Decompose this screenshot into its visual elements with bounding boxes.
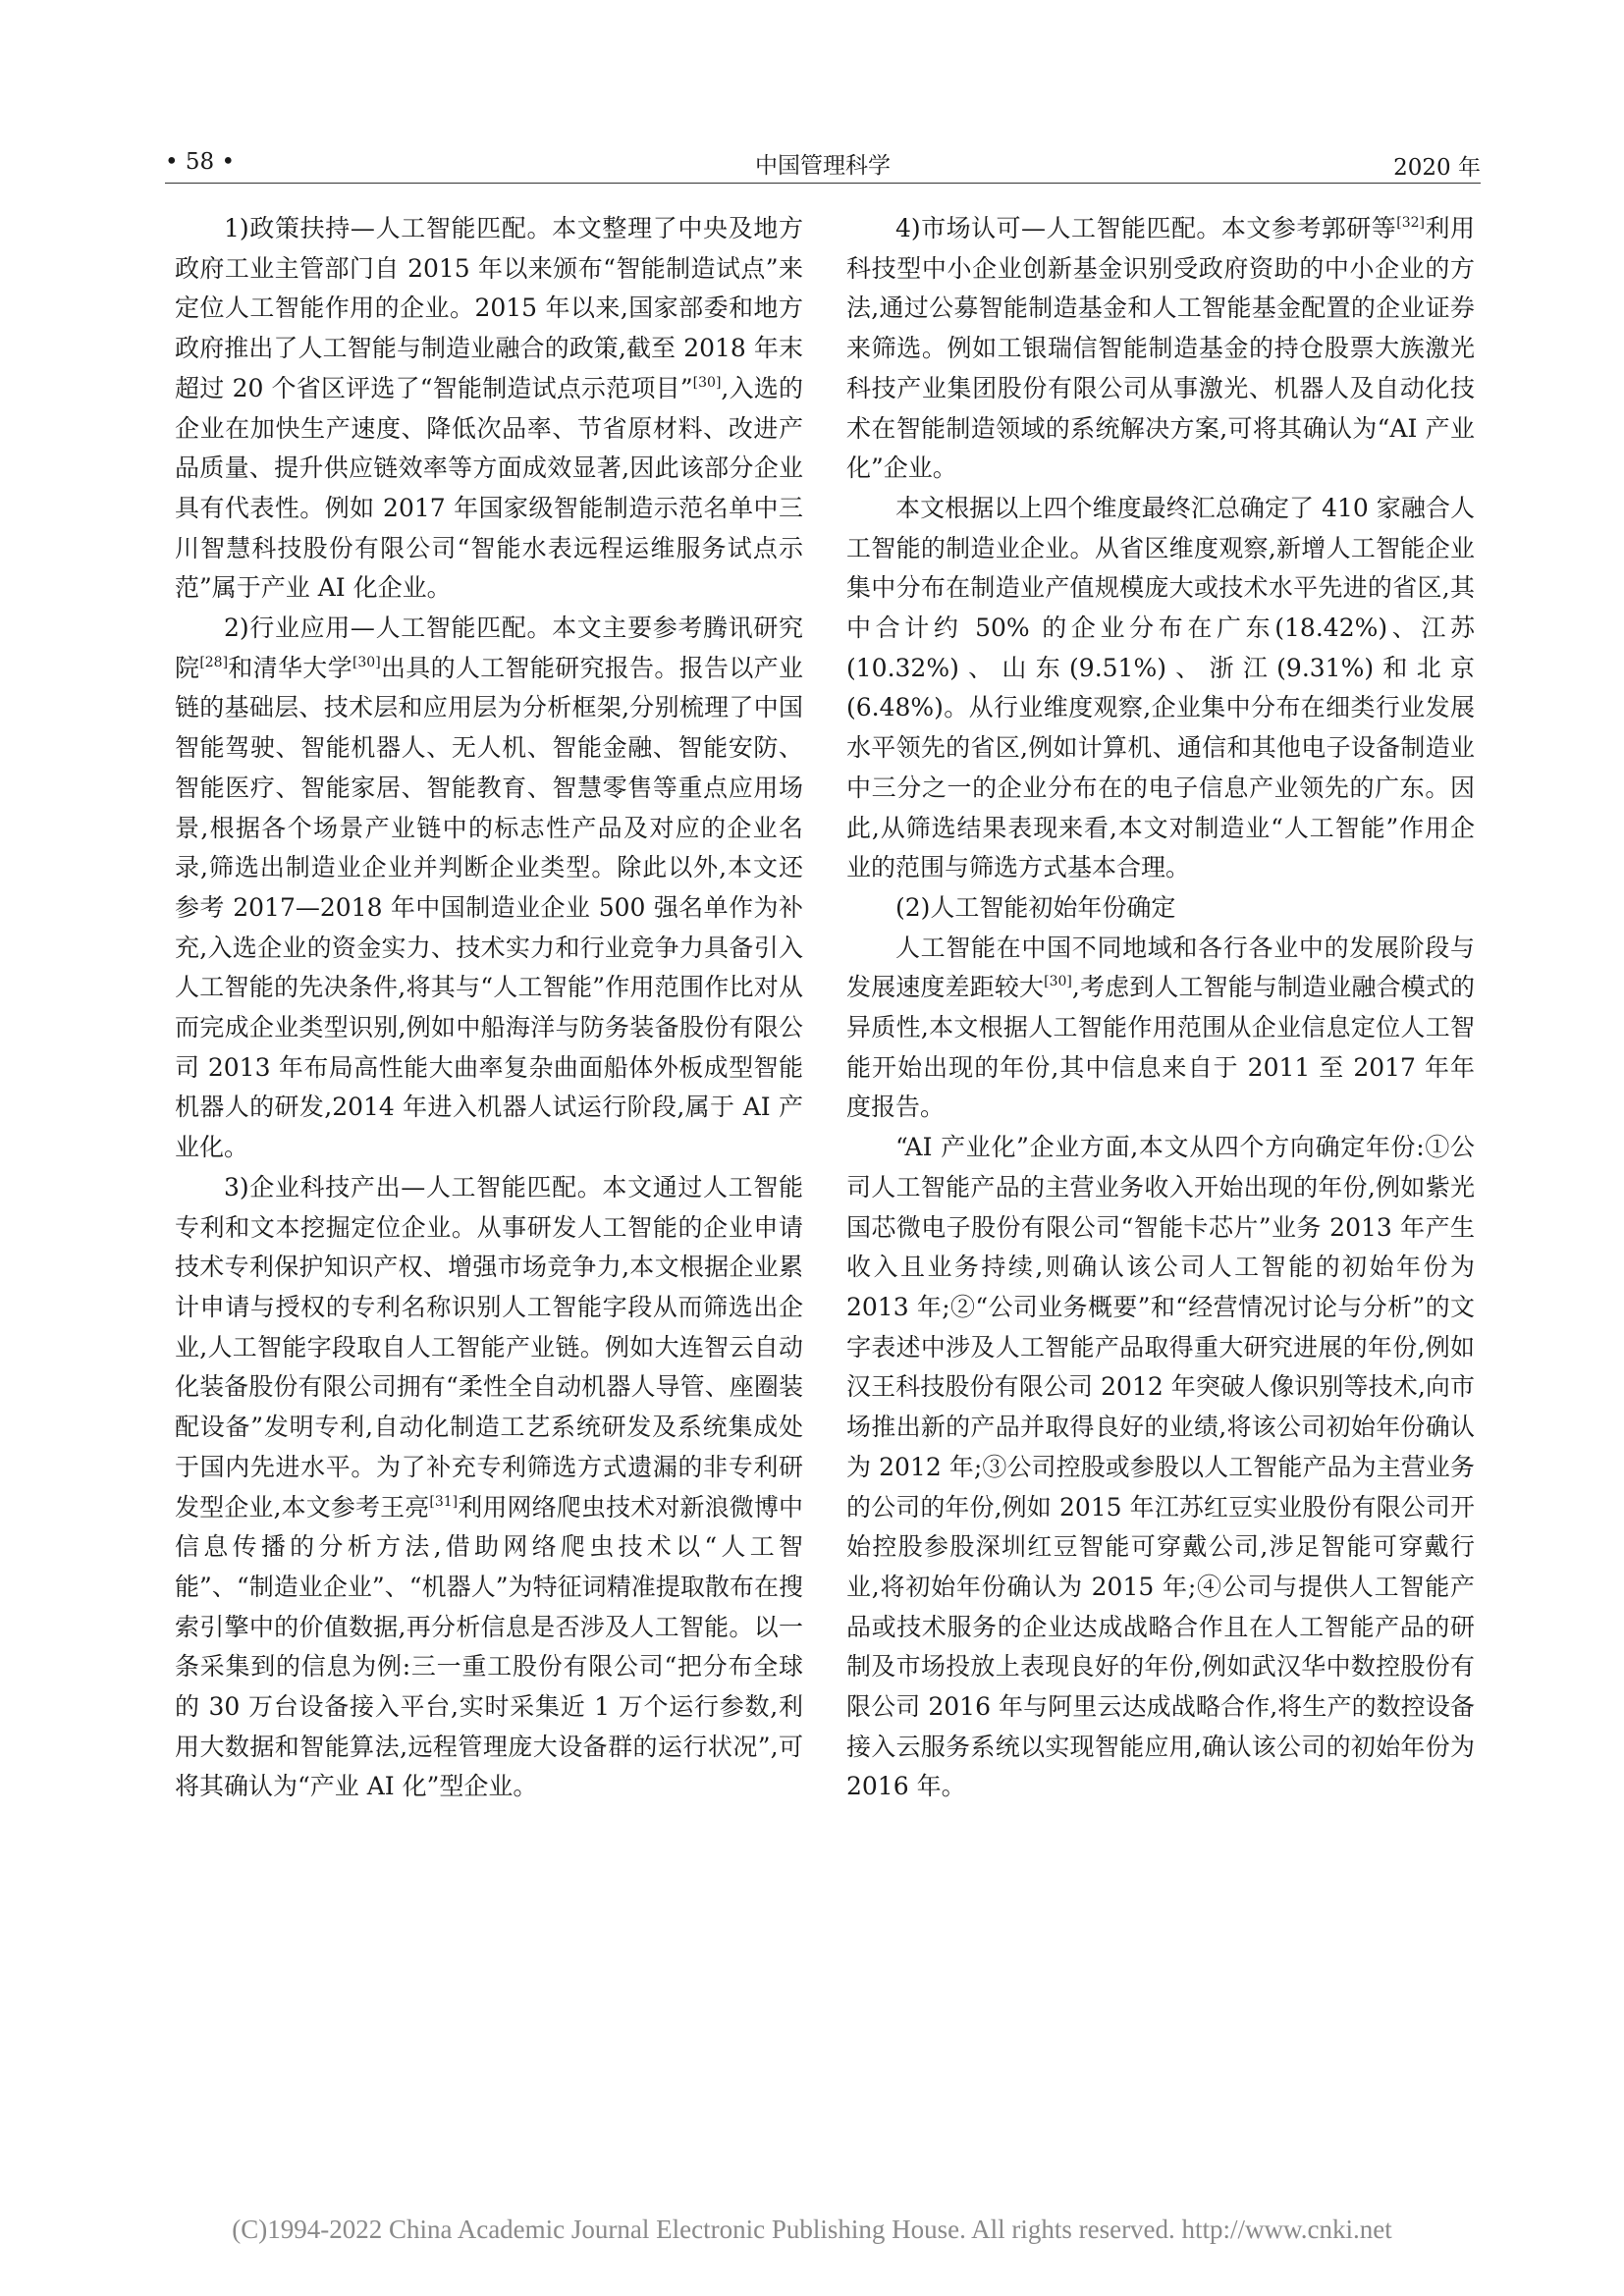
paragraph-text: 3)企业科技产出—人工智能匹配。本文通过人工智能专利和文本挖掘定位企业。从事研发人工智能的企业申请技术专利保护知识产权、增强市场竞争力,本文根据企业累计申请与授权的专利名称识别人工智能字段从而筛选出企业,人工智能字段取自人工智能产业链。例如大连智云自动化装备股份有限公司拥有“柔性全自动机器人导管、座圈装配设备”发明专利,自动化制造工艺系统研发及系统集成处于国内先进水平。为了补充专利筛选方式遗漏的非专利研发型企业,本文参考王亮 — [175, 1172, 803, 1522]
header-year: 2020 年 — [1393, 155, 1481, 181]
header-rule — [165, 183, 1481, 184]
paragraph-text: 利用科技型中小企业创新基金识别受政府资助的中小企业的方法,通过公募智能制造基金和人工智能基金配置的企业证券来筛选。例如工银瑞信智能制造基金的持仓股票大族激光科技产业集团股份有限公司从事激光、机器人及自动化技术在智能制造领域的系统解决方案,可将其确认为“AI 产业化”企业。 — [846, 214, 1475, 483]
paragraph-industry — [175, 609, 803, 1168]
citation-ref: [28] — [199, 654, 229, 670]
citation-ref: [32] — [1396, 215, 1426, 231]
paragraph-text: 利用网络爬虫技术对新浪微博中信息传播的分析方法,借助网络爬虫技术以“人工智能”、“制造业企业”、“机器人”为特征词精准提取散布在搜索引擎中的价值数据,再分析信息是否涉及人工智能。以一条采集到的信息为例:三一重工股份有限公司“把分布全球的 30 万台设备接入平台,实时采集近 1 万个运行参数,利用大数据和智能算法,远程管理庞大设备群的运行状况”,可将其确认为“产业 AI 化”型企业。 — [175, 1492, 803, 1801]
paragraph-initial-year — [846, 929, 1475, 1129]
paragraph-summary: 本文根据以上四个维度最终汇总确定了 410 家融合人工智能的制造业企业。从省区维度观察,新增人工智能企业集中分布在制造业产值规模庞大或技术水平先进的省区,其中合计约 50% 的企业分布在广东(18.42%)、江苏(10.32%)、山东(9.51%)、浙江(9.31%)和北京(6.48%)。从行业维度观察,企业集中分布在细类行业发展水平领先的省区,例如计算机、通信和其他电子设备制造业中三分之一的企业分布在的电子信息产业领先的广东。因此,从筛选结果表现来看,本文对制造业“人工智能”作用企业的范围与筛选方式基本合理。 — [846, 493, 1475, 882]
citation-ref: [30] — [1044, 974, 1072, 990]
paragraph-text: 和清华大学 — [228, 653, 352, 682]
citation-ref: [30] — [352, 654, 381, 670]
paragraph-text: 4)市场认可—人工智能匹配。本文参考郭研等 — [895, 214, 1397, 242]
paragraph-text: 出具的人工智能研究报告。报告以产业链的基础层、技术层和应用层为分析框架,分别梳理了中国智能驾驶、智能机器人、无人机、智能金融、智能安防、智能医疗、智能家居、智能教育、智慧零售等重点应用场景,根据各个场景产业链中的标志性产品及对应的企业名录,筛选出制造业企业并判断企业类型。除此以外,本文还参考 2017—2018 年中国制造业企业 500 强名单作为补充,入选企业的资金实力、技术实力和行业竞争力具备引入人工智能的先决条件,将其与“人工智能”作用范围作比对从而完成企业类型识别,例如中船海洋与防务装备股份有限公司 2013 年布局高性能大曲率复杂曲面船体外板成型智能机器人的研发,2014 年进入机器人试运行阶段,属于 AI 产业化。 — [175, 653, 803, 1162]
section-heading: (2)人工智能初始年份确定 — [895, 892, 1176, 922]
citation-ref: [31] — [429, 1493, 459, 1510]
paragraph-text: ,考虑到人工智能与制造业融合模式的异质性,本文根据人工智能作用范围从企业信息定位人工智能开始出现的年份,其中信息来自于 2011 至 2017 年年度报告。 — [846, 973, 1475, 1122]
paragraph-text: 1)政策扶持—人工智能匹配。本文整理了中央及地方政府工业主管部门自 2015 年以来颁布“智能制造试点”来定位人工智能作用的企业。2015 年以来,国家部委和地方政府推出了人工智能与制造业融合的政策,截至 2018 年末超过 20 个省区评选了“智能制造试点示范项目” — [175, 214, 803, 402]
paragraph-text: 2)行业应用—人工智能匹配。本文主要参考腾讯研究院 — [175, 614, 803, 682]
paragraph-policy — [175, 209, 803, 609]
page-number: • 58 • — [165, 149, 236, 175]
running-header — [165, 147, 1481, 187]
copyright-footer: (C)1994-2022 China Academic Journal Electronic Publishing House. All rights reserved. http://www.cnki.net — [232, 2215, 1392, 2244]
left-column — [175, 209, 803, 1807]
paragraph-tech-output — [175, 1168, 803, 1807]
journal-title: 中国管理科学 — [755, 153, 891, 179]
paragraph-ai-industrialization: “AI 产业化”企业方面,本文从四个方向确定年份:①公司人工智能产品的主营业务收入开始出现的年份,例如紫光国芯微电子股份有限公司“智能卡芯片”业务 2013 年产生收入且业务持续,则确认该公司人工智能的初始年份为 2013 年;②“公司业务概要”和“经营情况讨论与分析”的文字表述中涉及人工智能产品取得重大研究进展的年份,例如汉王科技股份有限公司 2012 年突破人像识别等技术,向市场推出新的产品并取得良好的业绩,将该公司初始年份确认为 2012 年;③公司控股或参股以人工智能产品为主营业务的公司的年份,例如 2015 年江苏红豆实业股份有限公司开始控股参股深圳红豆智能可穿戴公司,涉足智能可穿戴行业,将初始年份确认为 2015 年;④公司与提供人工智能产品或技术服务的企业达成战略合作且在人工智能产品的研制及市场投放上表现良好的年份,例如武汉华中数控股份有限公司 2016 年与阿里云达成战略合作,将生产的数控设备接入云服务系统以实现智能应用,确认该公司的初始年份为 2016 年。 — [846, 1133, 1475, 1801]
paragraph-text: 人工智能在中国不同地域和各行各业中的发展阶段与发展速度差距较大 — [846, 933, 1475, 1002]
paragraph-market — [846, 209, 1475, 489]
right-column — [846, 209, 1475, 1807]
citation-ref: [30] — [692, 374, 722, 391]
paragraph-text: ,入选的企业在加快生产速度、降低次品率、节省原材料、改进产品质量、提升供应链效率等方面成效显著,因此该部分企业具有代表性。例如 2017 年国家级智能制造示范名单中三川智慧科技股份有限公司“智能水表远程运维服务试点示范”属于产业 AI 化企业。 — [175, 373, 803, 603]
